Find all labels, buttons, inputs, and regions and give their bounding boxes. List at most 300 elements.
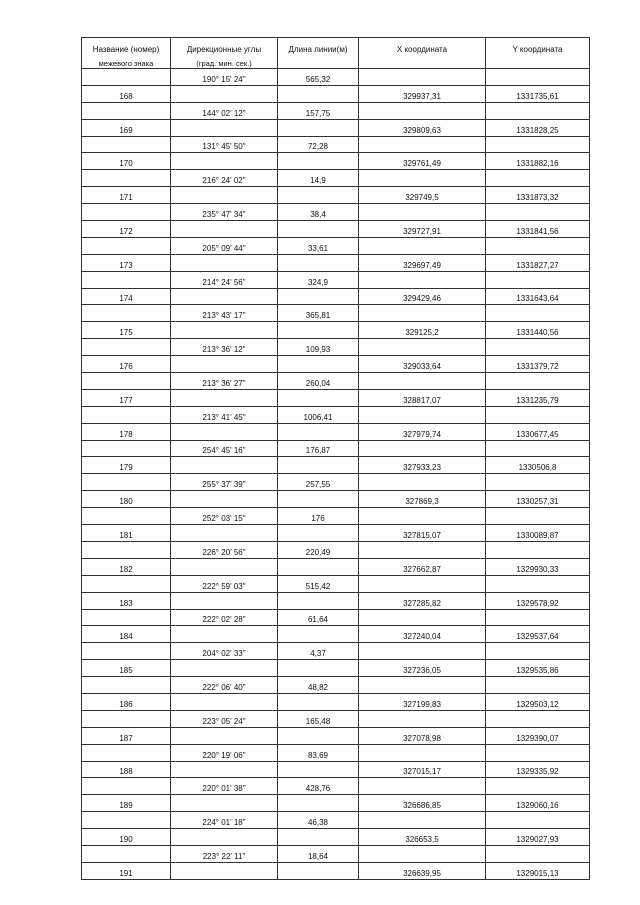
point-cell: 183 bbox=[82, 592, 171, 609]
length-cell: 46,38 bbox=[278, 812, 359, 829]
bearing-cell bbox=[171, 457, 278, 474]
x-coordinate-cell bbox=[359, 373, 486, 390]
y-coordinate-cell: 1330089,87 bbox=[486, 525, 590, 542]
length-cell bbox=[278, 660, 359, 677]
length-cell bbox=[278, 119, 359, 136]
table-body bbox=[82, 69, 590, 880]
bearing-cell bbox=[171, 491, 278, 508]
x-coordinate-cell bbox=[359, 170, 486, 187]
bearing-cell: 223° 05' 24" bbox=[171, 710, 278, 727]
y-coordinate-cell bbox=[486, 339, 590, 356]
segment-row bbox=[82, 170, 590, 187]
bearing-cell: 213° 41' 45" bbox=[171, 406, 278, 423]
point-cell: 169 bbox=[82, 119, 171, 136]
point-cell: 186 bbox=[82, 693, 171, 710]
point-row bbox=[82, 660, 590, 677]
length-cell bbox=[278, 254, 359, 271]
bearing-cell: 213° 36' 27" bbox=[171, 373, 278, 390]
x-coordinate-cell bbox=[359, 474, 486, 491]
point-row bbox=[82, 322, 590, 339]
x-coordinate-cell bbox=[359, 406, 486, 423]
boundary-coordinates-table bbox=[81, 37, 590, 880]
length-cell: 1006,41 bbox=[278, 406, 359, 423]
bearing-cell: 222° 59' 03" bbox=[171, 575, 278, 592]
segment-row bbox=[82, 406, 590, 423]
length-cell: 38,4 bbox=[278, 204, 359, 221]
point-cell bbox=[82, 339, 171, 356]
point-cell: 170 bbox=[82, 153, 171, 170]
bearing-cell: 223° 22' 11" bbox=[171, 845, 278, 862]
segment-row bbox=[82, 744, 590, 761]
bearing-cell bbox=[171, 525, 278, 542]
point-cell bbox=[82, 69, 171, 86]
length-cell: 220,49 bbox=[278, 541, 359, 558]
length-cell: 83,69 bbox=[278, 744, 359, 761]
length-cell: 157,75 bbox=[278, 102, 359, 119]
length-cell: 428,76 bbox=[278, 778, 359, 795]
y-coordinate-cell: 1329390,07 bbox=[486, 727, 590, 744]
point-cell: 168 bbox=[82, 85, 171, 102]
length-cell bbox=[278, 221, 359, 238]
x-coordinate-cell: 327236,05 bbox=[359, 660, 486, 677]
x-coordinate-cell bbox=[359, 271, 486, 288]
header-row-2 bbox=[82, 60, 590, 69]
x-coordinate-cell: 326686,85 bbox=[359, 795, 486, 812]
bearing-cell bbox=[171, 693, 278, 710]
header-x: X координата bbox=[359, 38, 486, 61]
y-coordinate-cell bbox=[486, 204, 590, 221]
point-cell bbox=[82, 845, 171, 862]
y-coordinate-cell: 1329027,93 bbox=[486, 829, 590, 846]
bearing-cell: 213° 43' 17" bbox=[171, 305, 278, 322]
length-cell bbox=[278, 693, 359, 710]
y-coordinate-cell: 1330257,31 bbox=[486, 491, 590, 508]
point-cell: 188 bbox=[82, 761, 171, 778]
y-coordinate-cell bbox=[486, 69, 590, 86]
length-cell: 165,48 bbox=[278, 710, 359, 727]
point-cell bbox=[82, 508, 171, 525]
point-cell bbox=[82, 136, 171, 153]
length-cell: 33,61 bbox=[278, 237, 359, 254]
segment-row bbox=[82, 305, 590, 322]
y-coordinate-cell bbox=[486, 237, 590, 254]
bearing-cell bbox=[171, 761, 278, 778]
x-coordinate-cell: 326653,5 bbox=[359, 829, 486, 846]
bearing-cell bbox=[171, 221, 278, 238]
point-cell bbox=[82, 710, 171, 727]
segment-row bbox=[82, 710, 590, 727]
length-cell: 565,32 bbox=[278, 69, 359, 86]
header-bearing: Дирекционные углы bbox=[171, 38, 278, 61]
point-cell: 184 bbox=[82, 626, 171, 643]
point-cell bbox=[82, 643, 171, 660]
x-coordinate-cell: 329697,49 bbox=[359, 254, 486, 271]
point-row bbox=[82, 85, 590, 102]
x-coordinate-cell: 327662,87 bbox=[359, 558, 486, 575]
y-coordinate-cell bbox=[486, 677, 590, 694]
point-cell: 177 bbox=[82, 389, 171, 406]
x-coordinate-cell: 327933,23 bbox=[359, 457, 486, 474]
x-coordinate-cell bbox=[359, 237, 486, 254]
y-coordinate-cell: 1331440,56 bbox=[486, 322, 590, 339]
x-coordinate-cell: 327869,3 bbox=[359, 491, 486, 508]
point-row bbox=[82, 221, 590, 238]
x-coordinate-cell bbox=[359, 744, 486, 761]
y-coordinate-cell bbox=[486, 643, 590, 660]
point-cell bbox=[82, 170, 171, 187]
point-row bbox=[82, 491, 590, 508]
segment-row bbox=[82, 643, 590, 660]
segment-row bbox=[82, 102, 590, 119]
x-coordinate-cell bbox=[359, 677, 486, 694]
header-y-2 bbox=[486, 60, 590, 69]
header-row bbox=[82, 38, 590, 61]
point-row bbox=[82, 795, 590, 812]
x-coordinate-cell bbox=[359, 508, 486, 525]
x-coordinate-cell bbox=[359, 440, 486, 457]
y-coordinate-cell: 1329503,12 bbox=[486, 693, 590, 710]
y-coordinate-cell bbox=[486, 373, 590, 390]
length-cell: 260,04 bbox=[278, 373, 359, 390]
point-row bbox=[82, 153, 590, 170]
length-cell bbox=[278, 761, 359, 778]
x-coordinate-cell bbox=[359, 575, 486, 592]
length-cell: 14,9 bbox=[278, 170, 359, 187]
point-cell: 180 bbox=[82, 491, 171, 508]
point-cell bbox=[82, 677, 171, 694]
x-coordinate-cell bbox=[359, 812, 486, 829]
point-cell bbox=[82, 541, 171, 558]
bearing-cell bbox=[171, 727, 278, 744]
y-coordinate-cell bbox=[486, 778, 590, 795]
y-coordinate-cell bbox=[486, 575, 590, 592]
bearing-cell bbox=[171, 254, 278, 271]
x-coordinate-cell bbox=[359, 643, 486, 660]
segment-row bbox=[82, 204, 590, 221]
length-cell bbox=[278, 626, 359, 643]
x-coordinate-cell: 327285,82 bbox=[359, 592, 486, 609]
x-coordinate-cell: 328817,07 bbox=[359, 389, 486, 406]
x-coordinate-cell bbox=[359, 339, 486, 356]
x-coordinate-cell: 329429,46 bbox=[359, 288, 486, 305]
point-row bbox=[82, 389, 590, 406]
point-cell bbox=[82, 744, 171, 761]
header-point-name-2: межевого знака bbox=[82, 60, 171, 69]
bearing-cell bbox=[171, 592, 278, 609]
bearing-cell: 213° 36' 12" bbox=[171, 339, 278, 356]
point-row bbox=[82, 288, 590, 305]
length-cell bbox=[278, 322, 359, 339]
length-cell: 515,42 bbox=[278, 575, 359, 592]
bearing-cell: 235° 47' 34" bbox=[171, 204, 278, 221]
length-cell: 18,64 bbox=[278, 845, 359, 862]
length-cell bbox=[278, 558, 359, 575]
bearing-cell: 220° 01' 38" bbox=[171, 778, 278, 795]
x-coordinate-cell: 327240,04 bbox=[359, 626, 486, 643]
point-cell bbox=[82, 237, 171, 254]
point-cell: 187 bbox=[82, 727, 171, 744]
x-coordinate-cell: 329727,91 bbox=[359, 221, 486, 238]
segment-row bbox=[82, 373, 590, 390]
segment-row bbox=[82, 136, 590, 153]
point-cell bbox=[82, 271, 171, 288]
length-cell: 257,55 bbox=[278, 474, 359, 491]
y-coordinate-cell: 1331643,64 bbox=[486, 288, 590, 305]
bearing-cell bbox=[171, 558, 278, 575]
length-cell: 176,87 bbox=[278, 440, 359, 457]
segment-row bbox=[82, 778, 590, 795]
y-coordinate-cell: 1329060,16 bbox=[486, 795, 590, 812]
bearing-cell bbox=[171, 660, 278, 677]
y-coordinate-cell bbox=[486, 508, 590, 525]
point-cell bbox=[82, 609, 171, 626]
length-cell: 48,82 bbox=[278, 677, 359, 694]
length-cell: 365,81 bbox=[278, 305, 359, 322]
length-cell bbox=[278, 491, 359, 508]
bearing-cell bbox=[171, 795, 278, 812]
length-cell bbox=[278, 356, 359, 373]
bearing-cell: 205° 09' 44" bbox=[171, 237, 278, 254]
y-coordinate-cell: 1329930,33 bbox=[486, 558, 590, 575]
length-cell bbox=[278, 85, 359, 102]
y-coordinate-cell bbox=[486, 845, 590, 862]
point-row bbox=[82, 761, 590, 778]
segment-row bbox=[82, 812, 590, 829]
point-cell: 189 bbox=[82, 795, 171, 812]
length-cell bbox=[278, 525, 359, 542]
bearing-cell bbox=[171, 322, 278, 339]
y-coordinate-cell: 1329578,92 bbox=[486, 592, 590, 609]
bearing-cell: 224° 01' 18" bbox=[171, 812, 278, 829]
bearing-cell: 190° 15' 24" bbox=[171, 69, 278, 86]
segment-row bbox=[82, 237, 590, 254]
x-coordinate-cell: 329749,5 bbox=[359, 187, 486, 204]
bearing-cell bbox=[171, 389, 278, 406]
length-cell bbox=[278, 829, 359, 846]
x-coordinate-cell bbox=[359, 541, 486, 558]
point-cell: 173 bbox=[82, 254, 171, 271]
x-coordinate-cell: 329761,49 bbox=[359, 153, 486, 170]
bearing-cell: 144° 02' 12" bbox=[171, 102, 278, 119]
point-cell: 171 bbox=[82, 187, 171, 204]
bearing-cell: 222° 06' 40" bbox=[171, 677, 278, 694]
length-cell bbox=[278, 862, 359, 879]
length-cell bbox=[278, 795, 359, 812]
y-coordinate-cell: 1331379,72 bbox=[486, 356, 590, 373]
bearing-cell: 254° 45' 16" bbox=[171, 440, 278, 457]
length-cell: 4,37 bbox=[278, 643, 359, 660]
y-coordinate-cell: 1331873,32 bbox=[486, 187, 590, 204]
segment-row bbox=[82, 508, 590, 525]
y-coordinate-cell: 1329335,92 bbox=[486, 761, 590, 778]
x-coordinate-cell bbox=[359, 305, 486, 322]
point-row bbox=[82, 356, 590, 373]
header-point-name: Название (номер) bbox=[82, 38, 171, 61]
y-coordinate-cell: 1329535,86 bbox=[486, 660, 590, 677]
point-cell bbox=[82, 440, 171, 457]
point-cell bbox=[82, 778, 171, 795]
point-cell bbox=[82, 575, 171, 592]
bearing-cell: 204° 02' 33" bbox=[171, 643, 278, 660]
header-y: Y координата bbox=[486, 38, 590, 61]
point-row bbox=[82, 626, 590, 643]
point-row bbox=[82, 187, 590, 204]
length-cell bbox=[278, 288, 359, 305]
bearing-cell: 226° 20' 56" bbox=[171, 541, 278, 558]
y-coordinate-cell bbox=[486, 812, 590, 829]
y-coordinate-cell bbox=[486, 406, 590, 423]
point-cell bbox=[82, 305, 171, 322]
bearing-cell bbox=[171, 288, 278, 305]
length-cell bbox=[278, 389, 359, 406]
length-cell bbox=[278, 457, 359, 474]
segment-row bbox=[82, 440, 590, 457]
point-cell bbox=[82, 474, 171, 491]
header-bearing-2: (град. мин. сек.) bbox=[171, 60, 278, 69]
point-row bbox=[82, 592, 590, 609]
y-coordinate-cell: 1331235,79 bbox=[486, 389, 590, 406]
point-cell: 174 bbox=[82, 288, 171, 305]
x-coordinate-cell: 329809,63 bbox=[359, 119, 486, 136]
y-coordinate-cell: 1331882,16 bbox=[486, 153, 590, 170]
bearing-cell bbox=[171, 356, 278, 373]
segment-row bbox=[82, 609, 590, 626]
x-coordinate-cell bbox=[359, 102, 486, 119]
point-row bbox=[82, 423, 590, 440]
x-coordinate-cell bbox=[359, 609, 486, 626]
y-coordinate-cell bbox=[486, 170, 590, 187]
point-cell: 182 bbox=[82, 558, 171, 575]
x-coordinate-cell: 329937,31 bbox=[359, 85, 486, 102]
y-coordinate-cell: 1331827,27 bbox=[486, 254, 590, 271]
y-coordinate-cell: 1331735,61 bbox=[486, 85, 590, 102]
y-coordinate-cell: 1329537,64 bbox=[486, 626, 590, 643]
segment-row bbox=[82, 541, 590, 558]
point-cell: 181 bbox=[82, 525, 171, 542]
point-cell bbox=[82, 204, 171, 221]
header-x-2 bbox=[359, 60, 486, 69]
y-coordinate-cell: 1330677,45 bbox=[486, 423, 590, 440]
length-cell: 61,64 bbox=[278, 609, 359, 626]
point-row bbox=[82, 862, 590, 879]
bearing-cell bbox=[171, 85, 278, 102]
bearing-cell: 131° 45' 50" bbox=[171, 136, 278, 153]
y-coordinate-cell bbox=[486, 609, 590, 626]
bearing-cell bbox=[171, 119, 278, 136]
x-coordinate-cell: 326639,95 bbox=[359, 862, 486, 879]
length-cell: 176 bbox=[278, 508, 359, 525]
segment-row bbox=[82, 845, 590, 862]
y-coordinate-cell bbox=[486, 102, 590, 119]
y-coordinate-cell bbox=[486, 271, 590, 288]
point-cell bbox=[82, 102, 171, 119]
point-cell: 178 bbox=[82, 423, 171, 440]
y-coordinate-cell: 1331841,56 bbox=[486, 221, 590, 238]
point-cell bbox=[82, 373, 171, 390]
length-cell: 109,93 bbox=[278, 339, 359, 356]
x-coordinate-cell: 327078,98 bbox=[359, 727, 486, 744]
segment-row bbox=[82, 474, 590, 491]
point-cell: 190 bbox=[82, 829, 171, 846]
x-coordinate-cell: 329033,64 bbox=[359, 356, 486, 373]
y-coordinate-cell: 1329015,13 bbox=[486, 862, 590, 879]
point-cell: 175 bbox=[82, 322, 171, 339]
x-coordinate-cell: 327979,74 bbox=[359, 423, 486, 440]
length-cell bbox=[278, 592, 359, 609]
segment-row bbox=[82, 69, 590, 86]
y-coordinate-cell bbox=[486, 744, 590, 761]
length-cell bbox=[278, 187, 359, 204]
bearing-cell bbox=[171, 862, 278, 879]
x-coordinate-cell: 327199,83 bbox=[359, 693, 486, 710]
point-cell: 172 bbox=[82, 221, 171, 238]
segment-row bbox=[82, 575, 590, 592]
bearing-cell: 216° 24' 02" bbox=[171, 170, 278, 187]
y-coordinate-cell bbox=[486, 305, 590, 322]
y-coordinate-cell bbox=[486, 541, 590, 558]
bearing-cell: 252° 03' 15" bbox=[171, 508, 278, 525]
point-row bbox=[82, 254, 590, 271]
point-cell: 179 bbox=[82, 457, 171, 474]
y-coordinate-cell bbox=[486, 136, 590, 153]
segment-row bbox=[82, 271, 590, 288]
point-row bbox=[82, 558, 590, 575]
y-coordinate-cell: 1331828,25 bbox=[486, 119, 590, 136]
point-row bbox=[82, 829, 590, 846]
point-cell bbox=[82, 812, 171, 829]
segment-row bbox=[82, 677, 590, 694]
header-length: Длина линии(м) bbox=[278, 38, 359, 61]
y-coordinate-cell: 1330506,8 bbox=[486, 457, 590, 474]
x-coordinate-cell: 329125,2 bbox=[359, 322, 486, 339]
point-row bbox=[82, 119, 590, 136]
x-coordinate-cell bbox=[359, 204, 486, 221]
y-coordinate-cell bbox=[486, 474, 590, 491]
x-coordinate-cell: 327815,07 bbox=[359, 525, 486, 542]
bearing-cell bbox=[171, 153, 278, 170]
y-coordinate-cell bbox=[486, 440, 590, 457]
point-cell: 185 bbox=[82, 660, 171, 677]
point-row bbox=[82, 525, 590, 542]
length-cell bbox=[278, 727, 359, 744]
length-cell: 72,28 bbox=[278, 136, 359, 153]
length-cell bbox=[278, 153, 359, 170]
header-length-2 bbox=[278, 60, 359, 69]
x-coordinate-cell bbox=[359, 710, 486, 727]
x-coordinate-cell bbox=[359, 136, 486, 153]
x-coordinate-cell bbox=[359, 845, 486, 862]
point-cell: 191 bbox=[82, 862, 171, 879]
x-coordinate-cell bbox=[359, 69, 486, 86]
bearing-cell: 214° 24' 56" bbox=[171, 271, 278, 288]
bearing-cell bbox=[171, 423, 278, 440]
bearing-cell: 220° 19' 06" bbox=[171, 744, 278, 761]
bearing-cell bbox=[171, 626, 278, 643]
bearing-cell bbox=[171, 829, 278, 846]
x-coordinate-cell: 327015,17 bbox=[359, 761, 486, 778]
bearing-cell: 222° 02' 28" bbox=[171, 609, 278, 626]
segment-row bbox=[82, 339, 590, 356]
bearing-cell: 255° 37' 39" bbox=[171, 474, 278, 491]
y-coordinate-cell bbox=[486, 710, 590, 727]
point-row bbox=[82, 727, 590, 744]
length-cell bbox=[278, 423, 359, 440]
length-cell: 324,9 bbox=[278, 271, 359, 288]
point-row bbox=[82, 457, 590, 474]
point-cell bbox=[82, 406, 171, 423]
point-row bbox=[82, 693, 590, 710]
x-coordinate-cell bbox=[359, 778, 486, 795]
